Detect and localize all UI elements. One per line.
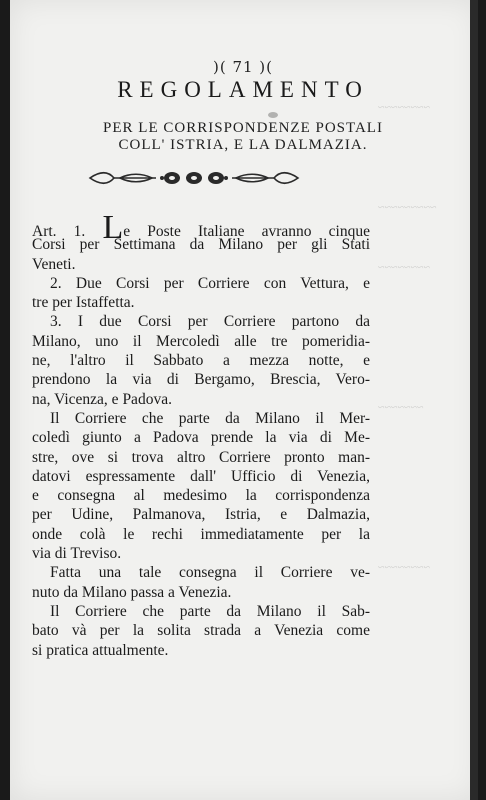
text-line: Il Corriere che parte da Milano il Mer- (50, 409, 370, 427)
text-line: bato và per la solita strada a Venezia come (32, 622, 370, 640)
bleed-through-mark: ~~~~~~~~ (378, 260, 430, 274)
document-subtitle-line1: PER LE CORRISPONDENZE POSTALI (103, 120, 383, 136)
bleed-through-mark: ~~~~~~~ (378, 400, 424, 414)
article-label: Art. 1. (32, 223, 103, 240)
text-line: Corsi per Settimana da Milano per gli Stati (32, 236, 370, 254)
document-subtitle-line2: COLL' ISTRIA, E LA DALMAZIA. (118, 137, 368, 153)
drop-cap: L (102, 209, 124, 246)
text-line: na, Vicenza, e Padova. (32, 390, 172, 408)
text-line: prendono la via di Bergamo, Brescia, Vero- (32, 371, 370, 389)
bleed-through-mark: ~~~~~~~~ (378, 560, 430, 574)
text-line: si pratica attualmente. (32, 641, 169, 659)
text-line: Milano, uno il Mercoledì alle tre pomeridia- (32, 332, 370, 350)
text-line: nuto da Milano passa a Venezia. (32, 583, 232, 601)
text-line: datovi espressamente dall' Ufficio di Venezia, (32, 467, 370, 485)
body-text (32, 209, 370, 660)
text-line: via di Treviso. (32, 545, 122, 563)
text-line: 3. I due Corsi per Corriere partono da (50, 313, 370, 331)
text-line: e consegna al medesimo la corrispondenza (32, 487, 370, 505)
ornament-rule-icon (86, 167, 302, 189)
text-line: tre per Istaffetta. (32, 294, 135, 312)
text-line: ne, l'altro il Sabbato a mezza notte, e (32, 352, 370, 370)
text-line: Fatta una tale consegna il Corriere ve- (50, 564, 370, 582)
text-line: stre, ove si trova altro Corriere pronto man- (32, 448, 370, 466)
document-title: REGOLAMENTO (117, 77, 369, 102)
bleed-through-mark: ~~~~~~~~ (378, 100, 430, 114)
page-number: )( 71 )( (212, 58, 274, 76)
text-line: coledì giunto a Padova prende la via di Me- (32, 429, 370, 447)
ink-spot (268, 112, 278, 118)
bleed-through-mark: ~~~~~~~~~ (378, 200, 437, 214)
line-continuation: e Poste Italiane avranno cinque (123, 223, 370, 240)
text-line: Veneti. (32, 255, 76, 273)
text-line: per Udine, Palmanova, Istria, e Dalmazia, (32, 506, 370, 524)
text-line: 2. Due Corsi per Corriere con Vettura, e (50, 274, 370, 292)
text-line: onde colà le rechi immediatamente per la (32, 525, 370, 543)
text-line: Il Corriere che parte da Milano il Sab- (50, 602, 370, 620)
